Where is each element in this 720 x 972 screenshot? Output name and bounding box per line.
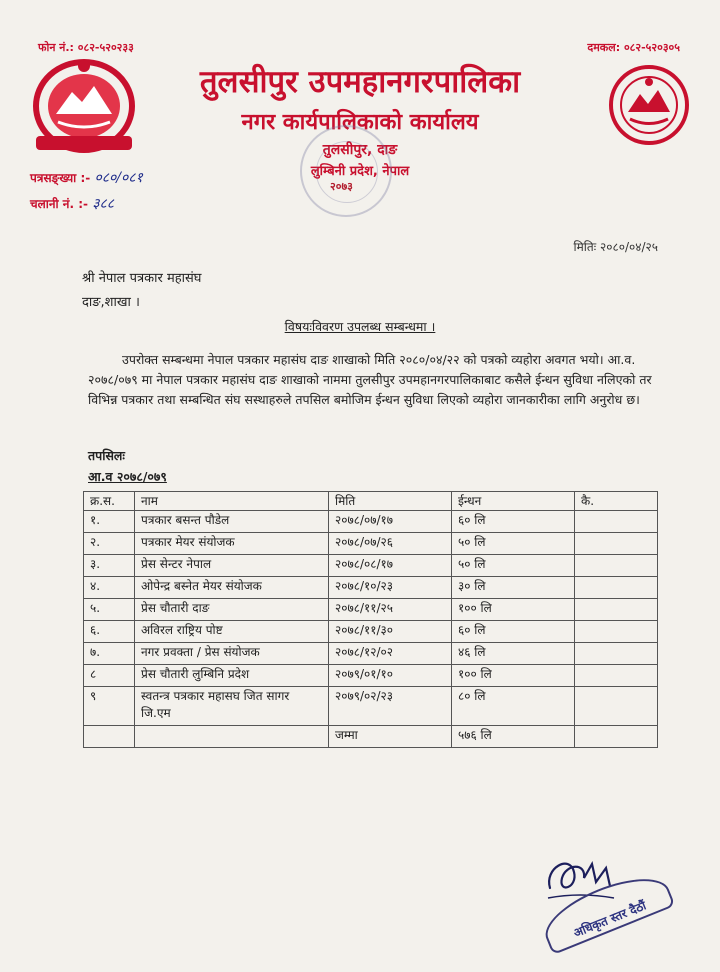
row-fuel: ६० लि bbox=[452, 511, 575, 533]
organization-name: तुलसीपुर उपमहानगरपालिका bbox=[199, 64, 521, 100]
row-serial: ८ bbox=[84, 665, 135, 687]
office-name: नगर कार्यपालिकाको कार्यालय bbox=[241, 110, 479, 135]
row-name: प्रेस चौतारी दाङ bbox=[135, 599, 329, 621]
row-fuel: १०० लि bbox=[452, 599, 575, 621]
row-fuel: ३० लि bbox=[452, 577, 575, 599]
fuel-table bbox=[83, 491, 658, 748]
office-round-stamp bbox=[300, 125, 392, 217]
row-name: प्रेस चौतारी लुम्बिनि प्रदेश bbox=[135, 665, 329, 687]
table-total-row bbox=[84, 726, 658, 748]
subject-text: विषयःविवरण उपलब्ध सम्बन्धमा । bbox=[284, 319, 436, 334]
reference-label: पत्रसङ्ख्या :- bbox=[30, 171, 91, 185]
table-header-row bbox=[84, 492, 658, 511]
row-remarks bbox=[575, 511, 658, 533]
row-remarks bbox=[575, 643, 658, 665]
header-name: नाम bbox=[135, 492, 329, 511]
header-fuel: ईन्धन bbox=[452, 492, 575, 511]
row-fuel: ८० लि bbox=[452, 687, 575, 726]
office-location: तुलसीपुर, दाङ bbox=[322, 142, 398, 158]
fax-number: दमकल: ०८२-५२०३०५ bbox=[587, 41, 680, 54]
recipient-line-2: दाङ,शाखा । bbox=[82, 295, 140, 310]
row-fuel: ६० लि bbox=[452, 621, 575, 643]
dispatch-label: चलानी नं. :- bbox=[30, 197, 88, 211]
table-row bbox=[84, 643, 658, 665]
fiscal-year: आ.व २०७८/०७९ bbox=[88, 469, 167, 484]
table-row bbox=[84, 577, 658, 599]
table-row bbox=[84, 555, 658, 577]
row-date: २०७९/०२/२३ bbox=[329, 687, 452, 726]
row-name: पत्रकार बसन्त पौडेल bbox=[135, 511, 329, 533]
row-date: २०७८/०७/१७ bbox=[329, 511, 452, 533]
row-name: प्रेस सेन्टर नेपाल bbox=[135, 555, 329, 577]
row-date: २०७८/१२/०२ bbox=[329, 643, 452, 665]
row-name: नगर प्रवक्ता / प्रेस संयोजक bbox=[135, 643, 329, 665]
body-paragraph: उपरोक्त सम्बन्धमा नेपाल पत्रकार महासंघ दाङ शाखाको मिति २०८०/०४/२२ को पत्रको व्यहोरा अवगत भयो। आ.व. २०७८/०७९ मा नेपाल पत्रकार महासंघ दाङ शाखाको नाममा तुलसीपुर उपमहानगरपालिकाबाट कसैले ईन्धन सुविधा नलिएको तर विभिन्न पत्रकार तथा सम्बन्धित संघ सस्थाहरुले तपसिल बमोजिम ईन्धन सुविधा लिएको व्यहोरा जानकारीका लागि अनुरोध छ। bbox=[88, 352, 652, 407]
row-remarks bbox=[575, 533, 658, 555]
dispatch-value: ३८८ bbox=[92, 196, 115, 212]
row-date: २०७८/११/२५ bbox=[329, 599, 452, 621]
table-row bbox=[84, 599, 658, 621]
row-name: पत्रकार मेयर संयोजक bbox=[135, 533, 329, 555]
table-row bbox=[84, 533, 658, 555]
row-date: २०७८/०८/१७ bbox=[329, 555, 452, 577]
row-remarks bbox=[575, 577, 658, 599]
row-serial: ३. bbox=[84, 555, 135, 577]
reference-number bbox=[30, 168, 143, 187]
row-fuel: ५० लि bbox=[452, 533, 575, 555]
table-row bbox=[84, 665, 658, 687]
total-label: जम्मा bbox=[329, 726, 452, 748]
row-remarks bbox=[575, 599, 658, 621]
row-fuel: १०० लि bbox=[452, 665, 575, 687]
row-remarks bbox=[575, 555, 658, 577]
row-name: स्वतन्त्र पत्रकार महासघ जित सागर जि.एम bbox=[135, 687, 329, 726]
row-remarks bbox=[575, 687, 658, 726]
row-date: २०७८/१०/२३ bbox=[329, 577, 452, 599]
details-heading: तपसिलः bbox=[88, 448, 125, 463]
table-row bbox=[84, 511, 658, 533]
reference-value: ०८०/०८१ bbox=[94, 170, 143, 186]
row-name: अविरल राष्ट्रिय पोष्ट bbox=[135, 621, 329, 643]
header-remarks: कै. bbox=[575, 492, 658, 511]
row-name: ओपेन्द्र बस्नेत मेयर संयोजक bbox=[135, 577, 329, 599]
header-serial: क्र.स. bbox=[84, 492, 135, 511]
authorized-stamp: अधिकृत स्तर दैठौं bbox=[537, 865, 676, 955]
header-date: मिति bbox=[329, 492, 452, 511]
subject-line bbox=[0, 318, 720, 335]
recipient-line-1: श्री नेपाल पत्रकार महासंघ bbox=[82, 271, 202, 286]
total-value: ५७६ लि bbox=[452, 726, 575, 748]
table-row bbox=[84, 621, 658, 643]
row-serial: ४. bbox=[84, 577, 135, 599]
row-date: २०७८/११/३० bbox=[329, 621, 452, 643]
row-serial: ७. bbox=[84, 643, 135, 665]
row-serial: १. bbox=[84, 511, 135, 533]
row-date: २०७८/०७/२६ bbox=[329, 533, 452, 555]
office-province: लुम्बिनी प्रदेश, नेपाल bbox=[310, 164, 410, 179]
row-remarks bbox=[575, 665, 658, 687]
row-serial: २. bbox=[84, 533, 135, 555]
letter-date: मितिः २०८०/०४/२५ bbox=[573, 240, 658, 254]
row-date: २०७९/०१/१० bbox=[329, 665, 452, 687]
table-row bbox=[84, 687, 658, 726]
dispatch-number bbox=[30, 194, 114, 213]
stamp-year: २०७३ bbox=[330, 180, 353, 193]
phone-number: फोन नं.: ०८२-५२०२३३ bbox=[38, 41, 134, 54]
row-fuel: ४६ लि bbox=[452, 643, 575, 665]
row-remarks bbox=[575, 621, 658, 643]
row-serial: ६. bbox=[84, 621, 135, 643]
row-serial: ९ bbox=[84, 687, 135, 726]
row-fuel: ५० लि bbox=[452, 555, 575, 577]
row-serial: ५. bbox=[84, 599, 135, 621]
